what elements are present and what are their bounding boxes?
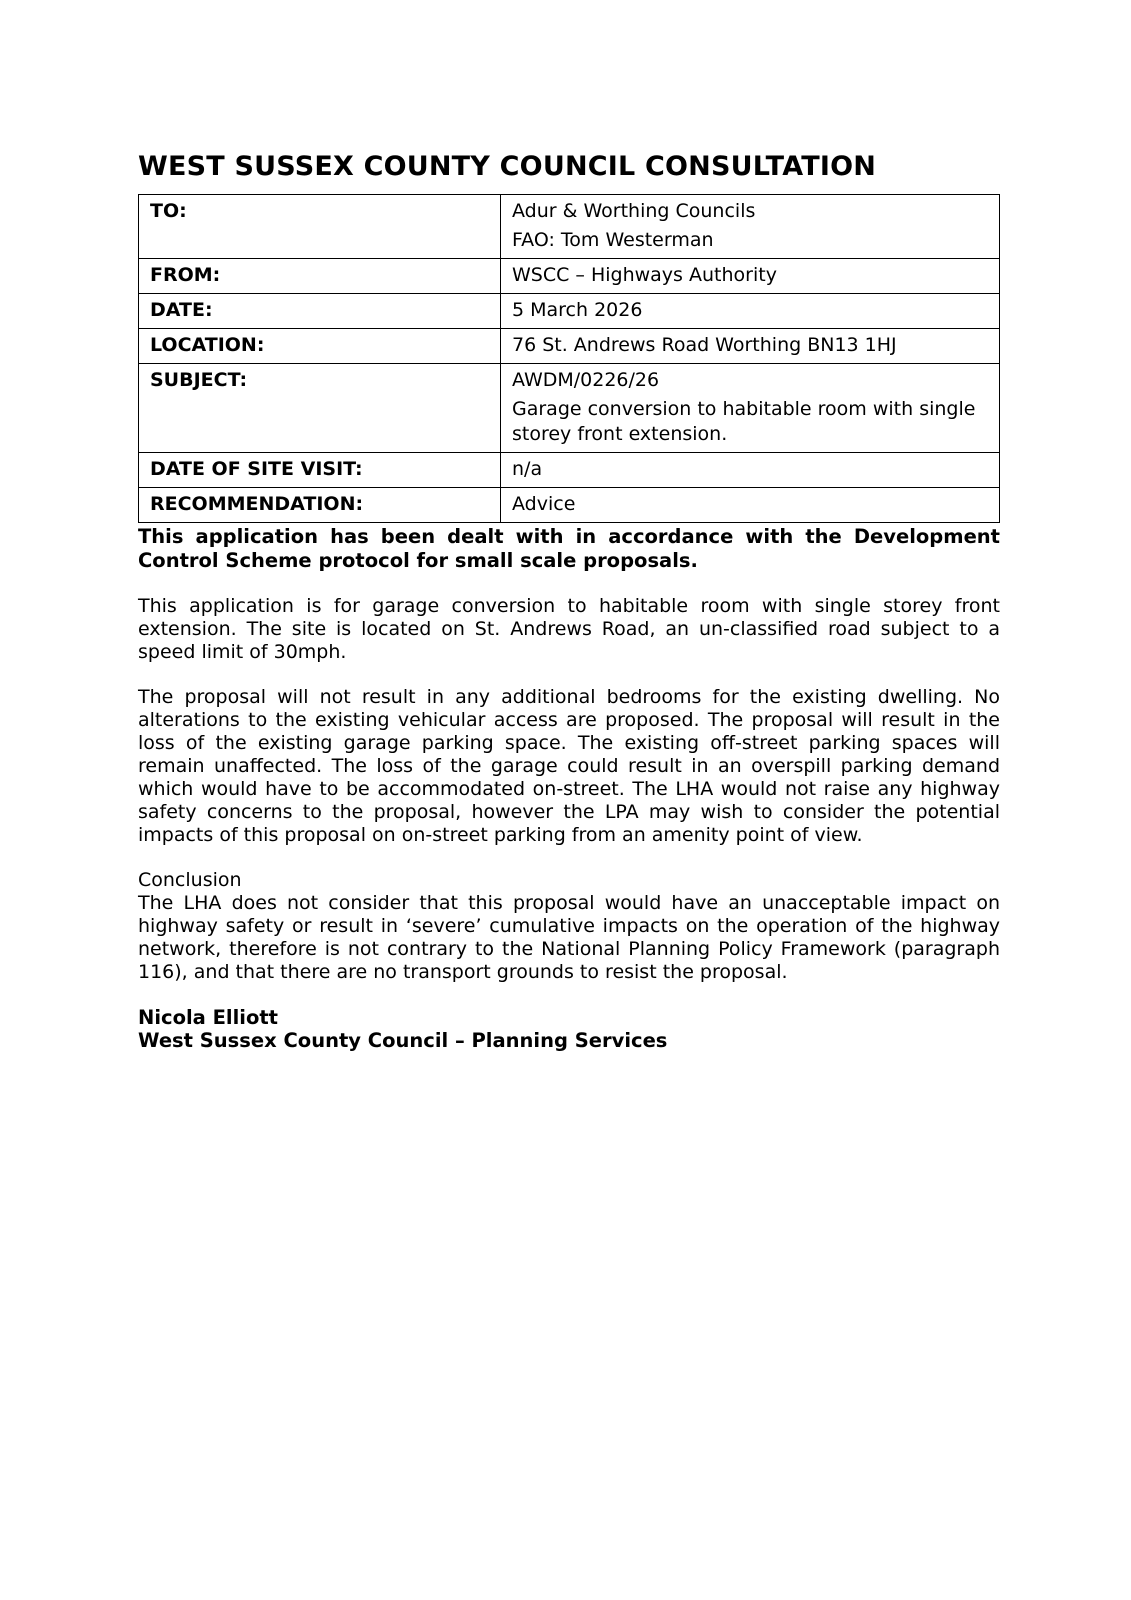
table-row-location xyxy=(139,329,1000,364)
recommendation-label: RECOMMENDATION: xyxy=(139,488,501,523)
document-page xyxy=(138,150,1000,1052)
subject-value xyxy=(501,364,1000,453)
site-visit-value: n/a xyxy=(501,453,1000,488)
to-value xyxy=(501,195,1000,259)
page-title: WEST SUSSEX COUNTY COUNCIL CONSULTATION xyxy=(138,151,877,182)
date-value: 5 March 2026 xyxy=(501,294,1000,329)
to-value-fao: FAO: Tom Westerman xyxy=(512,229,714,251)
recommendation-value: Advice xyxy=(501,488,1000,523)
table-row-to xyxy=(139,195,1000,259)
signature-organisation: West Sussex County Council – Planning Services xyxy=(138,1029,668,1052)
consultation-table xyxy=(138,194,1000,523)
location-label: LOCATION: xyxy=(139,329,501,364)
to-label: TO: xyxy=(139,195,501,259)
paragraph-application: This application is for garage conversion to habitable room with single storey front extension. The site is located on St. Andrews Road, an un-classified road subject to a speed limit of 30mph. xyxy=(138,595,1000,663)
paragraph-proposal: The proposal will not result in any additional bedrooms for the existing dwelling. No alterations to the existing vehicular access are proposed. The proposal will result in the loss of the existing garage parking space. The existing off-street parking spaces will remain unaffected. The loss of the garage could result in an overspill parking demand which would have to be accommodated on-street. The LHA would not raise any highway safety concerns to the proposal, however the LPA may wish to consider the potential impacts of this proposal on on-street parking from an amenity point of view. xyxy=(138,686,1000,846)
protocol-note: This application has been dealt with in accordance with the Development Control Scheme protocol for small scale proposals. xyxy=(138,525,1000,572)
from-label: FROM: xyxy=(139,259,501,294)
subject-reference: AWDM/0226/26 xyxy=(512,369,660,391)
to-value-recipient: Adur & Worthing Councils xyxy=(512,200,756,222)
subject-description: Garage conversion to habitable room with single storey front extension. xyxy=(512,398,976,445)
table-row-from xyxy=(139,259,1000,294)
table-row-site-visit xyxy=(139,453,1000,488)
from-value: WSCC – Highways Authority xyxy=(501,259,1000,294)
conclusion-text: The LHA does not consider that this proposal would have an unacceptable impact on highway safety or result in ‘severe’ cumulative impacts on the operation of the highway network, therefore is not contrary to the National Planning Policy Framework (paragraph 116), and that there are no transport grounds to resist the proposal. xyxy=(138,892,1000,983)
date-label: DATE: xyxy=(139,294,501,329)
site-visit-label: DATE OF SITE VISIT: xyxy=(139,453,501,488)
signature-name: Nicola Elliott xyxy=(138,1006,279,1029)
conclusion-heading: Conclusion xyxy=(138,869,242,891)
location-value: 76 St. Andrews Road Worthing BN13 1HJ xyxy=(501,329,1000,364)
table-row-subject xyxy=(139,364,1000,453)
signature-block xyxy=(138,1006,1000,1052)
subject-label: SUBJECT: xyxy=(139,364,501,453)
table-row-date xyxy=(139,294,1000,329)
table-row-recommendation xyxy=(139,488,1000,523)
